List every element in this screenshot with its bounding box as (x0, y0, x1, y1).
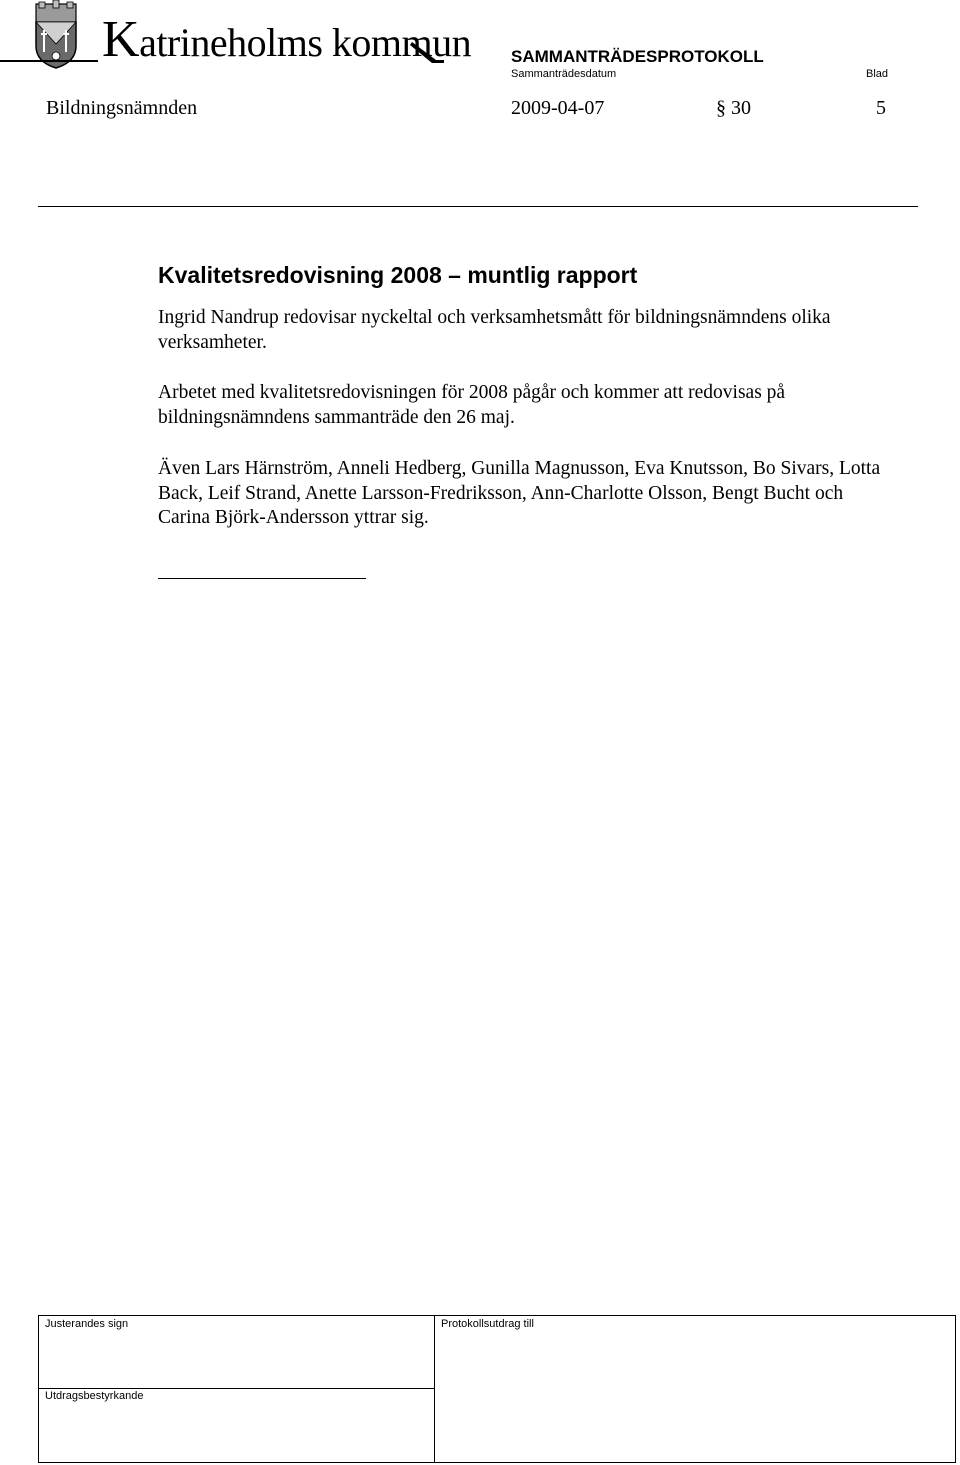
committee-name: Bildningsnämnden (46, 97, 198, 119)
section-end-rule (158, 578, 366, 579)
body-paragraph: Ingrid Nandrup redovisar nyckeltal och verksamhetsmått för bildningsnämndens olika verksamheter. (158, 307, 831, 353)
header-left-rule (0, 60, 98, 62)
meeting-date: 2009-04-07 (511, 97, 605, 119)
logo-slash-mark (410, 40, 446, 64)
body-paragraph: Även Lars Härnström, Anneli Hedberg, Gunilla Magnusson, Eva Knutsson, Bo Sivars, Lotta Back, Leif Strand, Anette Larsson-Fredriksson, Ann-Charlotte Olsson, Bengt Bucht och Carina Björk-Andersson yttrar sig. (158, 458, 881, 528)
municipality-name-initial: K (102, 11, 140, 68)
municipality-name-rest: atrineholms kommun (139, 20, 472, 65)
protokollsutdrag-label: Protokollsutdrag till (441, 1318, 534, 1330)
meeting-date-label: Sammanträdesdatum (511, 68, 617, 80)
signature-box-divider (434, 1315, 435, 1463)
signature-box-divider (38, 1388, 435, 1389)
justerandes-sign-label: Justerandes sign (45, 1318, 129, 1330)
utdragsbestyrkande-label: Utdragsbestyrkande (45, 1390, 144, 1402)
item-title: Kvalitetsredovisning 2008 – muntlig rapport (158, 262, 638, 288)
page-number: 5 (876, 97, 886, 119)
header-divider (38, 206, 918, 207)
page-label: Blad (866, 68, 889, 80)
paragraph-number: § 30 (716, 97, 751, 119)
body-paragraph: Arbetet med kvalitetsredovisningen för 2008 pågår och kommer att redovisas på bildningsnämndens sammanträde den 26 maj. (158, 382, 786, 428)
document-type: SAMMANTRÄDESPROTOKOLL (511, 47, 764, 66)
signature-box (38, 1315, 956, 1463)
